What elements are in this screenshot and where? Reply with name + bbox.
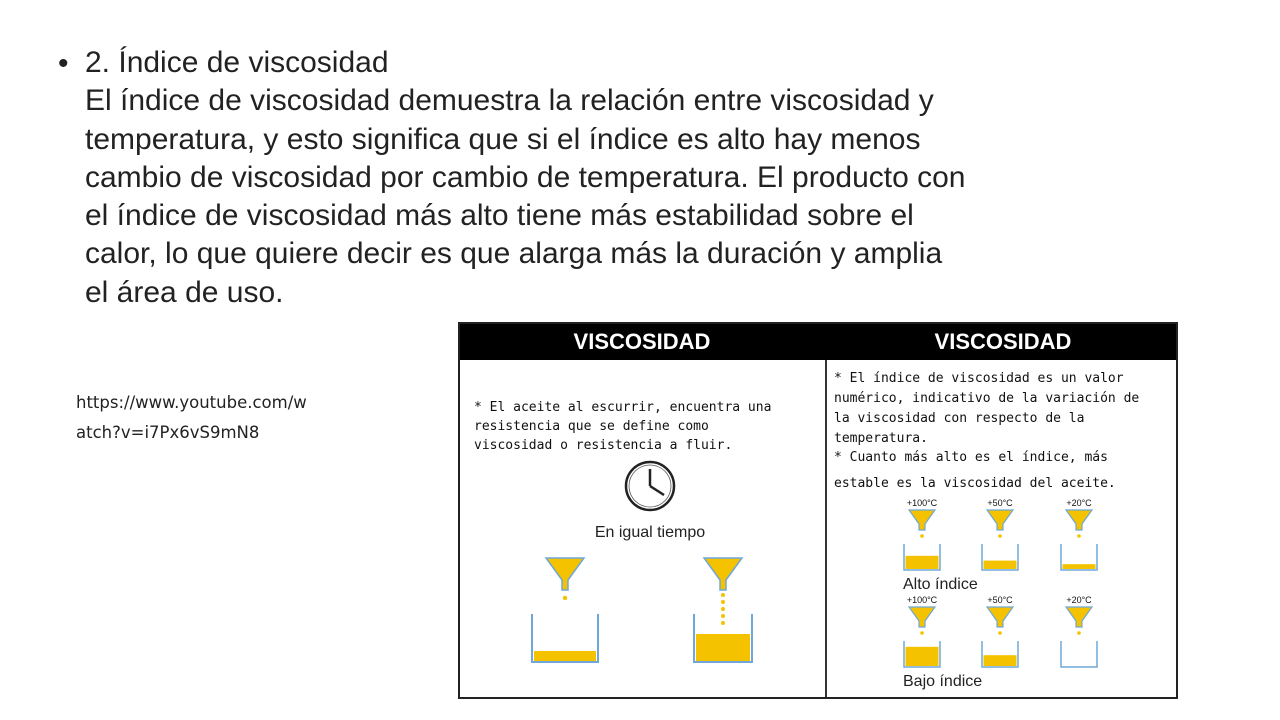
right-note-line: estable es la viscosidad del aceite. (834, 476, 1116, 491)
high-index-funnel (909, 510, 935, 530)
low-index-funnel (909, 607, 935, 627)
temp-label-high-20: +20°C (1066, 498, 1092, 508)
low-index-set-0 (904, 607, 940, 667)
temp-label-high-50: +50°C (987, 498, 1013, 508)
right-header: VISCOSIDAD (934, 329, 1072, 354)
high-index-oil-level (1063, 564, 1096, 569)
bullet-text (85, 44, 1198, 312)
body-line: el área de uso. (85, 275, 284, 309)
bullet-block (58, 44, 1198, 312)
body-line: el índice de viscosidad más alto tiene más estabilidad sobre el (85, 199, 914, 233)
section-heading: 2. Índice de viscosidad (85, 46, 389, 79)
low-index-drop (1077, 631, 1081, 635)
body-line: temperatura, y esto significa que si el índice es alto hay menos (85, 122, 921, 156)
low-index-label: Bajo índice (903, 673, 983, 690)
same-time-label: En igual tiempo (594, 524, 706, 541)
high-index-label: Alto índice (903, 576, 978, 593)
high-index-funnel (987, 510, 1013, 530)
left-note-line: * El aceite al escurrir, encuentra una (474, 400, 772, 415)
video-link-line[interactable]: https://www.youtube.com/w (76, 393, 307, 412)
left-note-line: resistencia que se define como (474, 419, 709, 434)
high-index-drop (998, 534, 1002, 538)
low-index-funnel (1066, 607, 1092, 627)
low-index-set-1 (982, 607, 1018, 667)
high-index-set-0 (904, 510, 940, 570)
slow-flow-beaker (532, 614, 598, 662)
low-index-set-2 (1061, 607, 1097, 667)
right-note-line: temperatura. (834, 431, 928, 446)
high-index-funnel (1066, 510, 1092, 530)
video-link[interactable] (76, 388, 376, 448)
high-index-oil-level (906, 556, 939, 569)
body-line: calor, lo que quiere decir es que alarga más la duración y amplia (85, 237, 943, 271)
left-header: VISCOSIDAD (573, 329, 711, 354)
low-index-drop (920, 631, 924, 635)
temp-label-low-50: +50°C (987, 595, 1013, 605)
bullet-dot: • (58, 47, 69, 80)
left-note-line: viscosidad o resistencia a fluir. (474, 438, 733, 453)
high-index-oil-level (984, 561, 1017, 569)
temp-label-low-20: +20°C (1066, 595, 1092, 605)
high-index-drop (920, 534, 924, 538)
right-note-line: la viscosidad con respecto de la (834, 411, 1085, 426)
low-index-oil-level (906, 647, 939, 666)
body-line: cambio de viscosidad por cambio de temperatura. El producto con (85, 160, 966, 194)
right-note-line: numérico, indicativo de la variación de (834, 391, 1140, 406)
viscosity-figure (458, 322, 1178, 699)
right-note-line: * Cuanto más alto es el índice, más (834, 450, 1108, 465)
high-index-drop (1077, 534, 1081, 538)
low-index-funnel (987, 607, 1013, 627)
low-index-row (904, 607, 1097, 667)
video-link-line[interactable]: atch?v=i7Px6vS9mN8 (76, 423, 260, 442)
clock-icon (626, 462, 674, 510)
low-index-drop (998, 631, 1002, 635)
temp-label-low-100: +100°C (906, 595, 938, 605)
low-index-oil-level (984, 655, 1017, 666)
low-index-beaker (1061, 641, 1097, 667)
fast-flow-funnel (704, 558, 742, 625)
right-note-line: * El índice de viscosidad es un valor (834, 371, 1124, 386)
high-index-set-2 (1061, 510, 1097, 570)
high-index-row (904, 510, 1097, 570)
temp-label-high-100: +100°C (906, 498, 938, 508)
body-line: El índice de viscosidad demuestra la relación entre viscosidad y (85, 84, 934, 118)
viscosity-diagram (460, 324, 1176, 697)
slow-flow-funnel (546, 558, 584, 600)
high-index-set-1 (982, 510, 1018, 570)
